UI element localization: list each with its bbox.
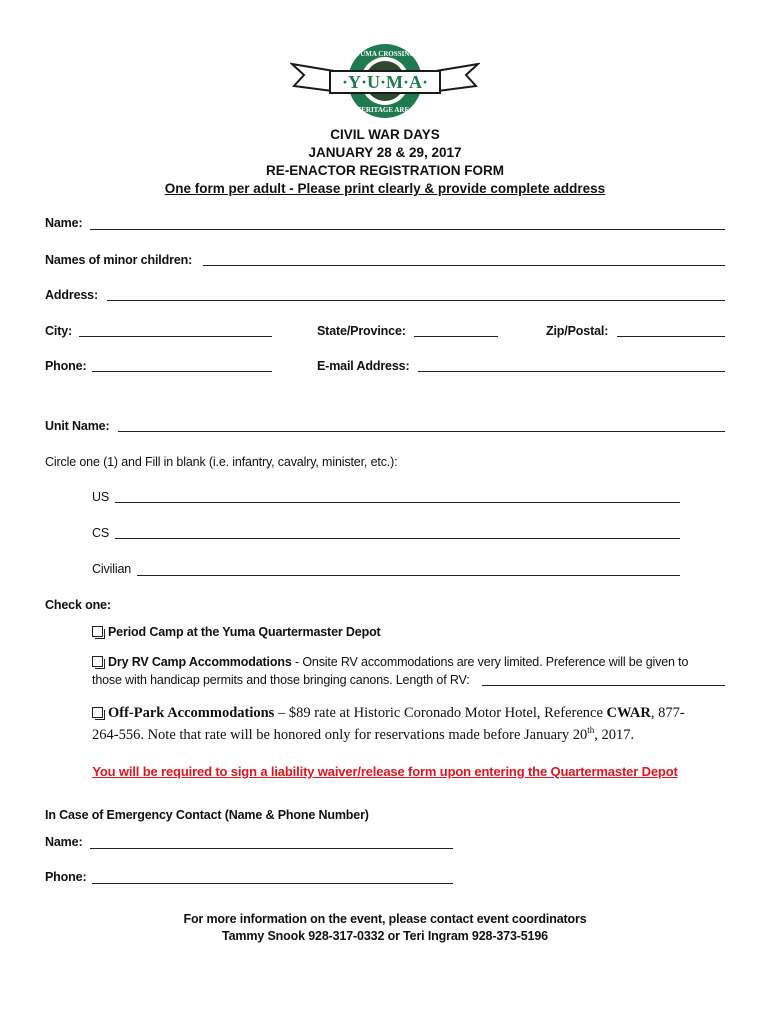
affiliation-us-label[interactable]: US: [92, 490, 110, 504]
event-dates: JANUARY 28 & 29, 2017: [308, 145, 462, 160]
phone-field[interactable]: [92, 371, 272, 372]
form-instructions: One form per adult - Please print clearly & provide complete address: [164, 181, 606, 196]
dry-rv-checkbox[interactable]: [92, 656, 103, 667]
logo-center-text: ·Y·U·M·A·: [341, 72, 429, 92]
check-one-label: Check one:: [45, 598, 111, 612]
event-title: CIVIL WAR DAYS: [330, 127, 440, 142]
affiliation-civilian-label[interactable]: Civilian: [92, 562, 132, 576]
offpark-line2-end: , 2017.: [594, 726, 635, 743]
zip-label: Zip/Postal:: [546, 324, 609, 338]
offpark-line2: [92, 725, 634, 744]
period-camp-label: Period Camp at the Yuma Quartermaster Depot: [108, 625, 381, 639]
dry-rv-description: - Onsite RV accommodations are very limited. Preference will be given to: [291, 655, 689, 669]
state-field[interactable]: [414, 336, 498, 337]
zip-field[interactable]: [617, 336, 725, 337]
affiliation-cs-label[interactable]: CS: [92, 526, 110, 540]
option-offpark[interactable]: [92, 705, 732, 722]
logo-top-text: YUMA CROSSING: [355, 50, 415, 58]
email-field[interactable]: [418, 371, 725, 372]
phone-label: Phone:: [45, 359, 87, 373]
affiliation-civilian-field[interactable]: [137, 575, 680, 576]
emergency-name-label: Name:: [45, 835, 83, 849]
name-label: Name:: [45, 216, 83, 230]
waiver-notice: You will be required to sign a liability waiver/release form upon entering the Quartermaster Depot: [92, 764, 678, 779]
emergency-phone-field[interactable]: [92, 883, 453, 884]
address-label: Address:: [45, 288, 98, 302]
unit-name-label: Unit Name:: [45, 419, 110, 433]
rv-length-field[interactable]: [482, 685, 725, 686]
footer-contacts: Tammy Snook 928-317-0332 or Teri Ingram 928-373-5196: [222, 929, 548, 943]
footer-info: For more information on the event, please contact event coordinators: [183, 912, 587, 926]
emergency-phone-label: Phone:: [45, 870, 87, 884]
offpark-title: Off-Park Accommodations: [108, 705, 275, 721]
minor-children-label: Names of minor children:: [45, 253, 193, 267]
unit-name-field[interactable]: [118, 431, 725, 432]
minor-children-field[interactable]: [203, 265, 725, 266]
yuma-crossing-heritage-area-logo: [290, 42, 480, 120]
address-field[interactable]: [107, 300, 725, 301]
dry-rv-title: Dry RV Camp Accommodations: [108, 655, 292, 669]
affiliation-us-field[interactable]: [115, 502, 680, 503]
emergency-name-field[interactable]: [90, 848, 453, 849]
offpark-superscript: th: [587, 725, 595, 735]
circle-instructions: Circle one (1) and Fill in blank (i.e. infantry, cavalry, minister, etc.):: [45, 455, 398, 469]
option-dry-rv[interactable]: [92, 655, 732, 669]
offpark-line2-text: 264-556. Note that rate will be honored only for reservations made before January 20: [92, 726, 588, 743]
emergency-heading: In Case of Emergency Contact (Name & Phone Number): [45, 808, 369, 822]
email-label: E-mail Address:: [317, 359, 410, 373]
affiliation-cs-field[interactable]: [115, 538, 680, 539]
dry-rv-description-line2: those with handicap permits and those bringing canons. Length of RV:: [92, 673, 470, 687]
city-field[interactable]: [79, 336, 272, 337]
offpark-reference-code: CWAR: [606, 705, 651, 721]
offpark-checkbox[interactable]: [92, 707, 103, 718]
period-camp-checkbox[interactable]: [92, 626, 103, 637]
option-period-camp[interactable]: [92, 625, 381, 639]
city-label: City:: [45, 324, 73, 338]
name-field[interactable]: [90, 229, 725, 230]
state-label: State/Province:: [317, 324, 406, 338]
logo-bottom-text: HERITAGE AREA: [355, 106, 415, 114]
offpark-description: – $89 rate at Historic Coronado Motor Hotel, Reference: [274, 705, 607, 721]
offpark-phone-start: , 877-: [650, 705, 685, 721]
form-title: RE-ENACTOR REGISTRATION FORM: [266, 163, 504, 178]
